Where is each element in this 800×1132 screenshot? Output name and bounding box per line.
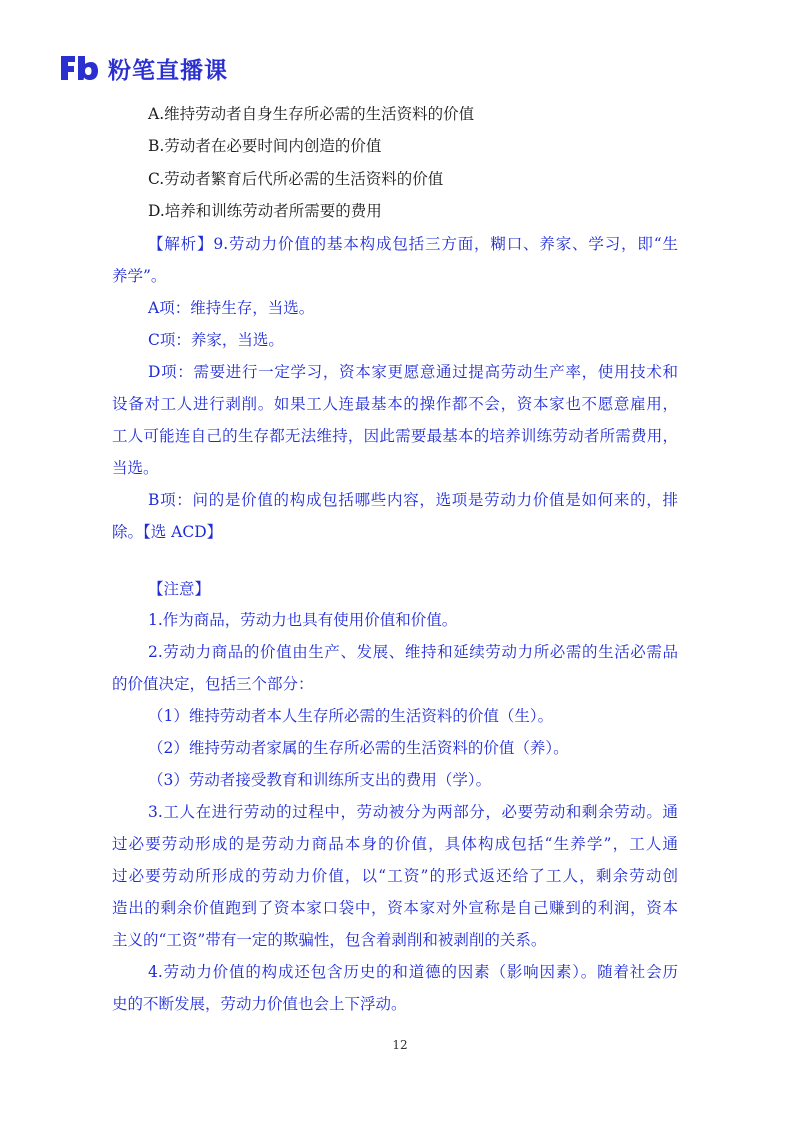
option-c: C.劳动者繁育后代所必需的生活资料的价值 — [148, 170, 444, 188]
option-a: A.维持劳动者自身生存所必需的生活资料的价值 — [148, 105, 475, 123]
note-title: 【注意】 — [148, 580, 211, 598]
note-paragraph-2-line: 的价值决定，包括三个部分： — [112, 675, 314, 693]
option-d: D.培养和训练劳动者所需要的费用 — [148, 202, 382, 220]
fb-logo-icon — [58, 53, 100, 83]
analysis-item-c: C项：养家，当选。 — [148, 331, 284, 349]
analysis-item-d-line: 设备对工人进行剥削。如果工人连最基本的操作都不会，资本家也不愿意雇用， — [112, 395, 678, 413]
analysis-item-b-line: B项：问的是价值的构成包括哪些内容，选项是劳动力价值是如何来的，排 — [148, 491, 678, 509]
note-paragraph-3-line: 过必要劳动所形成的劳动力价值，以“工资”的形式返还给了工人，剩余劳动创 — [112, 867, 678, 885]
note-paragraph-3-line: 过必要劳动形成的是劳动力商品本身的价值，具体构成包括“生养学”，工人通 — [112, 835, 678, 853]
note-sub-item: （1）维持劳动者本人生存所必需的生活资料的价值（生）。 — [148, 707, 554, 725]
header-logo — [58, 50, 228, 86]
note-paragraph-1: 1.作为商品，劳动力也具有使用价值和价值。 — [148, 611, 458, 629]
logo-text: 粉笔直播课 — [108, 57, 228, 84]
analysis-item-d-line: D项：需要进行一定学习，资本家更愿意通过提高劳动生产率，使用技术和 — [148, 363, 678, 381]
note-sub-item: （3）劳动者接受教育和训练所支出的费用（学）。 — [148, 771, 492, 789]
analysis-item-d-line: 当选。 — [112, 459, 159, 477]
analysis-intro-line: 【解析】9.劳动力价值的基本构成包括三方面，糊口、养家、学习，即“生 — [148, 235, 678, 253]
note-paragraph-2-line: 2.劳动力商品的价值由生产、发展、维持和延续劳动力所必需的生活必需品 — [148, 643, 678, 661]
note-paragraph-4-line: 史的不断发展，劳动力价值也会上下浮动。 — [112, 995, 407, 1013]
page-number: 12 — [392, 1038, 408, 1052]
note-paragraph-3-line: 造出的剩余价值跑到了资本家口袋中，资本家对外宣称是自己赚到的利润，资本 — [112, 899, 678, 917]
analysis-item-b-line: 除。【选 ACD】 — [112, 523, 223, 541]
note-sub-item: （2）维持劳动者家属的生存所必需的生活资料的价值（养）。 — [148, 739, 569, 757]
analysis-intro-line: 养学”。 — [112, 267, 167, 285]
analysis-item-a: A项：维持生存，当选。 — [148, 299, 315, 317]
note-paragraph-3-line: 3.工人在进行劳动的过程中，劳动被分为两部分，必要劳动和剩余劳动。通 — [148, 803, 678, 821]
analysis-item-d-line: 工人可能连自己的生存都无法维持，因此需要最基本的培养训练劳动者所需费用， — [112, 427, 678, 445]
note-paragraph-3-line: 主义的“工资”带有一定的欺骗性，包含着剥削和被剥削的关系。 — [112, 931, 547, 949]
note-paragraph-4-line: 4.劳动力价值的构成还包含历史的和道德的因素（影响因素）。随着社会历 — [148, 963, 678, 981]
option-b: B.劳动者在必要时间内创造的价值 — [148, 137, 382, 155]
